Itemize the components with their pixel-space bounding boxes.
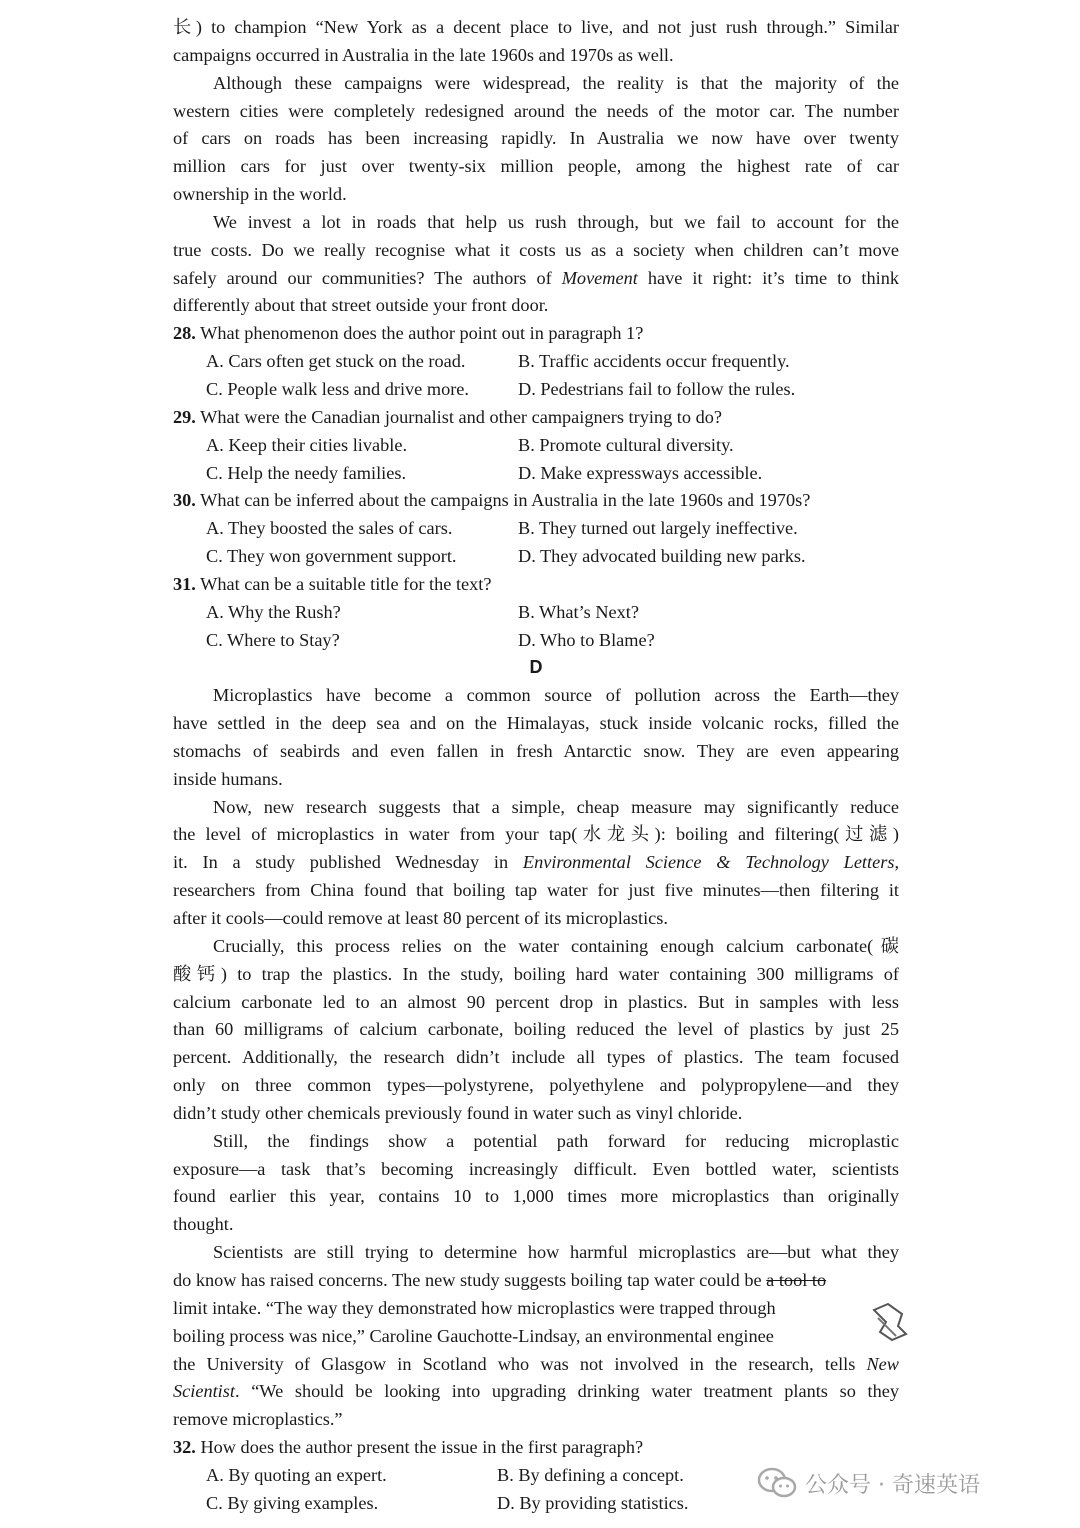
question-number: 29. bbox=[173, 406, 196, 427]
text-line: researchers from China found that boiling tap water for just five minutes—then filtering it bbox=[173, 880, 899, 901]
text-line: differently about that street outside your front door. bbox=[173, 295, 549, 316]
text-line: the level of microplastics in water from your tap(水龙头): boiling and filtering(过滤) bbox=[173, 824, 899, 845]
question-number: 31. bbox=[173, 573, 196, 594]
question-stem bbox=[173, 487, 899, 515]
option-b[interactable]: B. Traffic accidents occur frequently. bbox=[518, 351, 790, 372]
paragraph-d1 bbox=[173, 682, 899, 793]
question-stem bbox=[173, 571, 899, 599]
question-text: What were the Canadian journalist and other campaigners trying to do? bbox=[200, 406, 722, 427]
option-a[interactable]: A. Why the Rush? bbox=[206, 601, 341, 622]
option-d[interactable]: D. Who to Blame? bbox=[518, 629, 655, 650]
question-30 bbox=[173, 487, 899, 571]
paragraph-d5 bbox=[173, 1239, 899, 1434]
option-d[interactable]: D. By providing statistics. bbox=[497, 1492, 689, 1513]
wechat-icon bbox=[757, 1466, 797, 1500]
question-number: 30. bbox=[173, 490, 196, 511]
text-line bbox=[173, 265, 899, 293]
text-line: boiling process was nice,” Caroline Gauchotte-Lindsay, an environmental enginee bbox=[173, 1325, 774, 1346]
text-line: than 60 milligrams of calcium carbonate, boiling reduced the level of plastics by just 25 bbox=[173, 1019, 899, 1040]
text-line: Crucially, this process relies on the water containing enough calcium carbonate(碳 bbox=[213, 935, 899, 956]
text-line: calcium carbonate led to an almost 90 percent drop in plastics. But in samples with less bbox=[173, 991, 899, 1012]
paragraph-d2 bbox=[173, 794, 899, 933]
option-c[interactable]: C. By giving examples. bbox=[206, 1492, 379, 1513]
option-a[interactable]: A. Keep their cities livable. bbox=[206, 434, 408, 455]
watermark-text: 公众号 · 奇速英语 bbox=[805, 1472, 980, 1498]
text-line: 长) to champion “New York as a decent place to live, and not just rush through.” Similar bbox=[173, 17, 899, 37]
question-text: How does the author present the issue in the first paragraph? bbox=[200, 1437, 644, 1458]
text-line: Although these campaigns were widespread, the reality is that the majority of the bbox=[213, 72, 899, 93]
text-line: didn’t study other chemicals previously found in water such as vinyl chloride. bbox=[173, 1102, 743, 1123]
question-text: What can be a suitable title for the text? bbox=[200, 573, 492, 594]
paragraph-d3 bbox=[173, 933, 899, 1128]
options-row bbox=[173, 543, 899, 571]
options-row bbox=[173, 348, 899, 376]
text-span: have it right: it’s time to think bbox=[637, 267, 899, 288]
text-line: Still, the findings show a potential path forward for reducing microplastic bbox=[213, 1130, 899, 1151]
section-heading: D bbox=[529, 657, 543, 678]
text-span: . “We should be looking into upgrading drinking water treatment plants so they bbox=[234, 1381, 899, 1402]
question-text: What phenomenon does the author point out in paragraph 1? bbox=[200, 323, 644, 344]
text-line: ownership in the world. bbox=[173, 184, 347, 205]
question-stem bbox=[173, 1434, 899, 1462]
question-text: What can be inferred about the campaigns in Australia in the late 1960s and 1970s? bbox=[200, 490, 811, 511]
pen-scribble-icon bbox=[868, 1300, 908, 1346]
text-line: Scientists are still trying to determine how harmful microplastics are—but what they bbox=[213, 1242, 899, 1263]
options-row bbox=[173, 432, 899, 460]
question-28 bbox=[173, 320, 899, 404]
text-line: million cars for just over twenty-six million people, among the highest rate of car bbox=[173, 156, 899, 177]
exam-page bbox=[173, 14, 899, 1518]
text-span: , bbox=[894, 852, 899, 873]
watermark bbox=[757, 1463, 980, 1503]
text-span: do know has raised concerns. The new study suggests boiling tap water could be bbox=[173, 1269, 767, 1290]
text-line: stomachs of seabirds and even fallen in fresh Antarctic snow. They are even appearing bbox=[173, 740, 899, 761]
options-row bbox=[173, 460, 899, 488]
text-line: Now, new research suggests that a simple, cheap measure may significantly reduce bbox=[213, 796, 899, 817]
magazine-title: Scientist bbox=[173, 1381, 235, 1402]
text-line bbox=[173, 849, 899, 877]
text-line: have settled in the deep sea and on the Himalayas, stuck inside volcanic rocks, filled the bbox=[173, 713, 899, 734]
text-line: thought. bbox=[173, 1214, 234, 1235]
option-c[interactable]: C. Help the needy families. bbox=[206, 462, 407, 483]
text-line: western cities were completely redesigned around the needs of the motor car. The number bbox=[173, 100, 899, 121]
option-b[interactable]: B. Promote cultural diversity. bbox=[518, 434, 734, 455]
options-row bbox=[173, 599, 899, 627]
journal-title: Environmental Science & Technology Letters bbox=[522, 852, 895, 873]
text-line: limit intake. “The way they demonstrated how microplastics were trapped through bbox=[173, 1297, 776, 1318]
text-line: campaigns occurred in Australia in the late 1960s and 1970s as well. bbox=[173, 44, 674, 65]
text-line: found earlier this year, contains 10 to 1,000 times more microplastics than originally bbox=[173, 1186, 899, 1207]
option-d[interactable]: D. They advocated building new parks. bbox=[518, 546, 806, 567]
text-line: only on three common types—polystyrene, polyethylene and polypropylene—and they bbox=[173, 1075, 899, 1096]
struck-text: a tool to bbox=[766, 1269, 827, 1290]
text-line: Microplastics have become a common source of pollution across the Earth—they bbox=[213, 685, 899, 706]
text-line: We invest a lot in roads that help us rush through, but we fail to account for the bbox=[213, 211, 899, 232]
passage-c-end bbox=[173, 14, 899, 320]
text-line bbox=[173, 1267, 899, 1295]
option-d[interactable]: D. Make expressways accessible. bbox=[518, 462, 763, 483]
magazine-title: New bbox=[866, 1353, 899, 1374]
option-b[interactable]: B. They turned out largely ineffective. bbox=[518, 518, 798, 539]
text-line bbox=[173, 1351, 899, 1379]
question-stem bbox=[173, 404, 899, 432]
text-line: after it cools—could remove at least 80 percent of its microplastics. bbox=[173, 908, 668, 928]
options-row bbox=[173, 627, 899, 655]
text-span: it. In a study published Wednesday in bbox=[173, 852, 523, 873]
option-a[interactable]: A. They boosted the sales of cars. bbox=[206, 518, 453, 539]
paragraph-d4 bbox=[173, 1128, 899, 1239]
question-stem bbox=[173, 320, 899, 348]
question-29 bbox=[173, 404, 899, 488]
text-line: exposure—a task that’s becoming increasingly difficult. Even bottled water, scientists bbox=[173, 1158, 899, 1179]
text-line: percent. Additionally, the research didn’t include all types of plastics. The team focused bbox=[173, 1047, 899, 1068]
question-31 bbox=[173, 571, 899, 655]
text-span: the University of Glasgow in Scotland who was not involved in the research, tells bbox=[173, 1353, 867, 1374]
option-c[interactable]: C. Where to Stay? bbox=[206, 629, 340, 650]
text-line: inside humans. bbox=[173, 768, 283, 789]
options-row bbox=[173, 376, 899, 404]
text-line: true costs. Do we really recognise what it costs us as a society when children can’t move bbox=[173, 239, 899, 260]
text-span: safely around our communities? The authors of bbox=[173, 267, 562, 288]
text-line: 酸钙) to trap the plastics. In the study, boiling hard water containing 300 milligrams of bbox=[173, 963, 899, 984]
text-line bbox=[173, 1378, 899, 1406]
book-title: Movement bbox=[561, 267, 638, 288]
option-a[interactable]: A. By quoting an expert. bbox=[206, 1464, 387, 1485]
option-c[interactable]: C. People walk less and drive more. bbox=[206, 378, 469, 399]
option-b[interactable]: B. What’s Next? bbox=[518, 601, 640, 622]
option-a[interactable]: A. Cars often get stuck on the road. bbox=[206, 351, 466, 372]
text-line: of cars on roads has been increasing rapidly. In Australia we now have over twenty bbox=[173, 128, 899, 149]
question-number: 28. bbox=[173, 323, 196, 344]
text-line: remove microplastics.” bbox=[173, 1409, 343, 1430]
option-c[interactable]: C. They won government support. bbox=[206, 546, 457, 567]
option-d[interactable]: D. Pedestrians fail to follow the rules. bbox=[518, 378, 796, 399]
options-row bbox=[173, 515, 899, 543]
question-number: 32. bbox=[173, 1437, 196, 1458]
option-b[interactable]: B. By defining a concept. bbox=[497, 1464, 684, 1485]
